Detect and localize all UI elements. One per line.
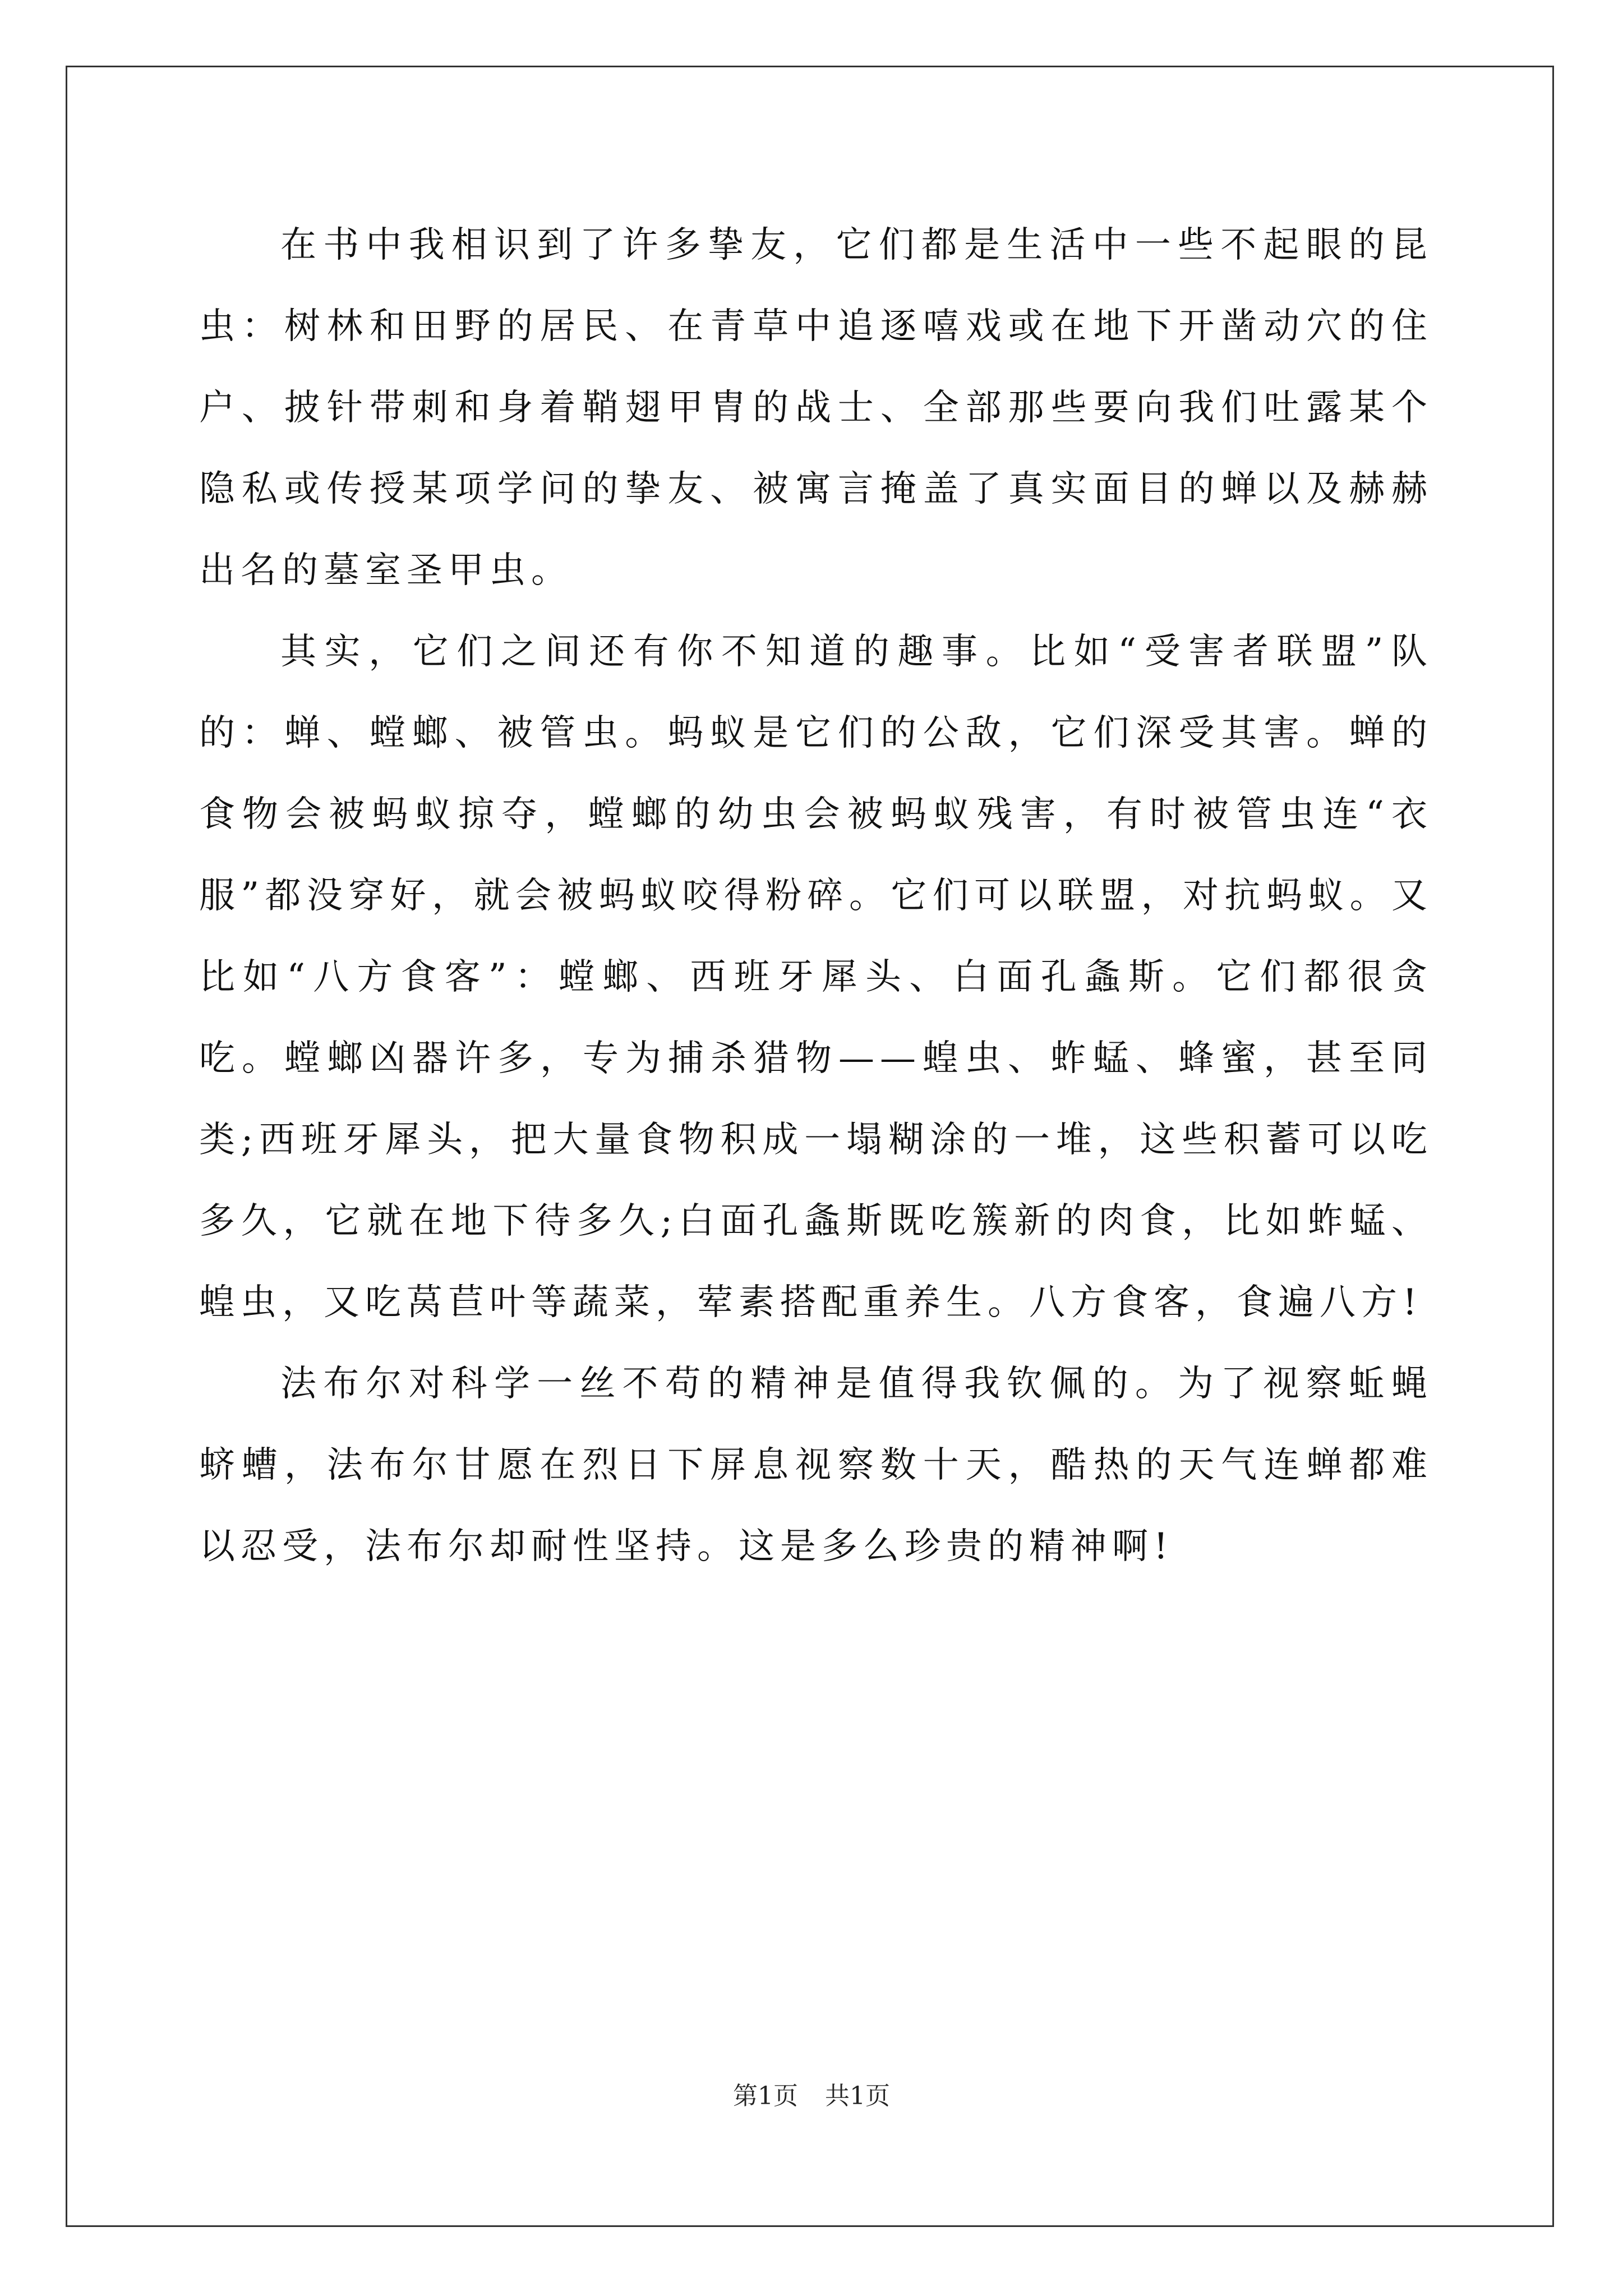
page-total: 共1页 xyxy=(825,2082,890,2110)
paragraph: 在书中我相识到了许多挚友，它们都是生活中一些不起眼的昆虫：树林和田野的居民、在青草中追逐嘻戏或在地下开凿动穴的住户、披针带刺和身着鞘翅甲胄的战士、全部那些要向我们吐露某个隐私或传授某项学问的挚友、被寓言掩盖了真实面目的蝉以及赫赫出名的墓室圣甲虫。 xyxy=(199,224,1433,591)
page-footer xyxy=(0,2076,1623,2111)
document-body xyxy=(199,205,1433,1588)
page-number: 第1页 xyxy=(733,2082,798,2110)
paragraph: 法布尔对科学一丝不苟的精神是值得我钦佩的。为了视察蚯蝇蛴螬，法布尔甘愿在烈日下屏息视察数十天，酷热的天气连蝉都难以忍受，法布尔却耐性坚持。这是多么珍贵的精神啊! xyxy=(199,1363,1433,1567)
paragraph: 其实，它们之间还有你不知道的趣事。比如“受害者联盟”队的：蝉、螳螂、被管虫。蚂蚁是它们的公敌，它们深受其害。蝉的食物会被蚂蚁掠夺，螳螂的幼虫会被蚂蚁残害，有时被管虫连“衣服”都没穿好，就会被蚂蚁咬得粉碎。它们可以联盟，对抗蚂蚁。又比如“八方食客”：螳螂、西班牙犀头、白面孔螽斯。它们都很贪吃。螳螂凶器许多，专为捕杀猎物——蝗虫、蚱蜢、蜂蜜，甚至同类;西班牙犀头，把大量食物积成一塌糊涂的一堆，这些积蓄可以吃多久，它就在地下待多久;白面孔螽斯既吃簇新的肉食，比如蚱蜢、蝗虫，又吃莴苣叶等蔬菜，荤素搭配重养生。八方食客，食遍八方! xyxy=(199,631,1433,1323)
